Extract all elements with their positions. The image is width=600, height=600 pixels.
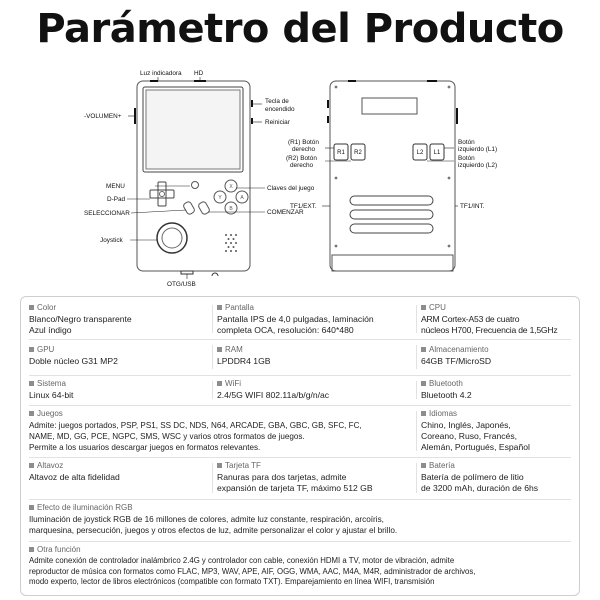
spec-almacenamiento: Almacenamiento 64GB TF/MicroSD [421,345,492,366]
bullet-icon [421,305,426,310]
bullet-icon [421,347,426,352]
otg-label: OTG/USB [167,281,196,288]
r1-label: (R1) Botón derecho [288,139,319,153]
spec-idiomas: Idiomas Chino, Inglés, Japonés, Coreano, Ruso, Francés, Alemán, Portugués, Español [421,409,530,452]
back-view [328,81,457,271]
spec-color: Color Blanco/Negro transparente Azul índigo [29,303,132,335]
bullet-icon [29,381,34,386]
bullet-icon [29,547,34,552]
spec-tarjeta: Tarjeta TF Ranuras para dos tarjetas, admite expansión de tarjeta TF, máximo 512 GB [217,461,373,493]
spec-wifi: WiFi 2.4/5G WIFI 802.11a/b/g/n/ac [217,379,330,400]
spec-otra-funcion: Otra función Admite conexión de controlador inalámbrico 2.4G y controlador con cable, conexión HDMI a TV, motor de vibración, admite reproductor de música con formatos como FLAC, MP3, WAV, APE, AIF, OGG, WMA, AAC, M4A, M4R, administrador de archivos, modo experto, lector de libros electrónicos (compatible con formato TXT). Emparejamiento en línea WIFI, transmisión [29,545,476,586]
spec-altavoz: Altavoz Altavoz de alta fidelidad [29,461,120,482]
spec-iluminacion: Efecto de iluminación RGB Iluminación de joystick RGB de 16 millones de colores, admite luz constante, respiración, arcoíris, marquesina, persecución, juegos y otros efectos de luz, admite personalizar el color y ajustar el brillo. [29,503,398,535]
svg-text:R2: R2 [354,150,362,156]
menu-label: MENU [106,183,125,190]
bullet-icon [421,463,426,468]
tf-ext-label: TF1/EXT. [290,203,317,210]
select-label: SELECCIONAR [84,210,130,217]
bullet-icon [421,381,426,386]
bullet-icon [29,505,34,510]
game-keys-label: Claves del juego [267,185,315,192]
bullet-icon [29,347,34,352]
page-title: Parámetro del Producto [36,6,564,52]
bullet-icon [217,381,222,386]
spec-ram: RAM LPDDR4 1GB [217,345,271,366]
spec-gpu: GPU Doble núcleo G31 MP2 [29,345,118,366]
r2-label: (R2) Botón derecho [286,155,317,169]
bullet-icon [217,305,222,310]
start-label: COMENZAR [267,209,304,216]
bullet-icon [217,347,222,352]
spec-bateria: Batería Batería de polímero de litio de 3200 mAh, duración de 6hs [421,461,539,493]
dpad-label: D-Pad [107,196,126,203]
volume-label: -VOLUMEN+ [84,113,122,120]
svg-text:Y: Y [218,195,222,201]
spec-cpu: CPU ARM Cortex-A53 de cuatro núcleos H700, Frecuencia de 1,5GHz [421,303,558,335]
bullet-icon [29,463,34,468]
svg-text:L2: L2 [416,150,424,156]
power-label: Tecla de encendido [265,98,295,113]
spec-pantalla: Pantalla Pantalla IPS de 4,0 pulgadas, laminación completa OCA, resolución: 640*480 [217,303,374,335]
bullet-icon [29,305,34,310]
spec-bluetooth: Bluetooth Bluetooth 4.2 [421,379,472,400]
svg-text:L1: L1 [433,150,441,156]
bullet-icon [217,463,222,468]
joystick-label: Joystick [100,237,123,244]
spec-sistema: Sistema Linux 64-bit [29,379,74,400]
svg-text:X: X [229,184,233,190]
svg-text:B: B [229,206,233,212]
spec-panel [20,296,580,596]
l2-label: Botón izquierdo (L2) [458,155,498,169]
tf-int-label: TF1/INT. [460,203,485,210]
front-view [135,81,252,276]
svg-text:A: A [240,195,244,201]
bullet-icon [421,411,426,416]
reset-label: Reiniciar [265,119,290,126]
bullet-icon [29,411,34,416]
svg-text:R1: R1 [337,150,345,156]
led-label: Luz indicadora [140,70,182,77]
product-diagram [0,60,600,292]
l1-label: Botón izquierdo (L1) [458,139,498,153]
spec-juegos: Juegos Admite: juegos portados, PSP, PS1, SS DC, NDS, N64, ARCADE, GBA, GBC, GB, SFC, FC, NAME, MD, GG, PCE, NGPC, SMS, WSC y varios otros formatos de juegos. Permite a los usuarios descargar juegos en formatos relevantes. [29,409,362,452]
hd-label: HD [194,70,204,77]
